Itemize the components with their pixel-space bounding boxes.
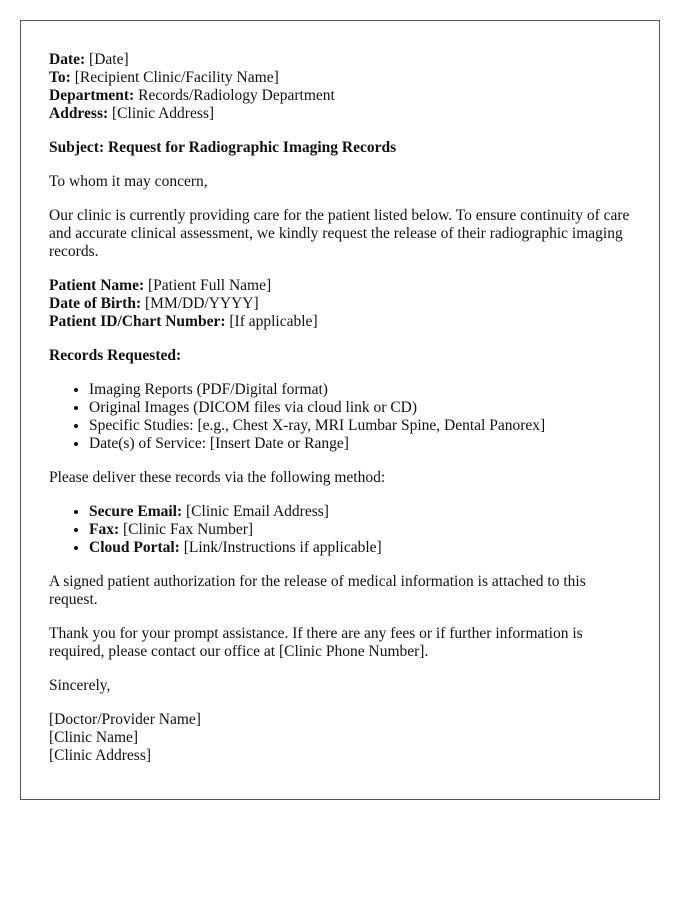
letter-header: [49, 51, 631, 123]
delivery-portal-label: Cloud Portal:: [89, 539, 180, 556]
patient-name-value: [Patient Full Name]: [144, 277, 272, 294]
subject-line: Subject: Request for Radiographic Imaging Records: [49, 139, 397, 156]
delivery-email-label: Secure Email:: [89, 503, 183, 520]
delivery-intro: Please deliver these records via the following method:: [49, 469, 386, 486]
address-line: [49, 105, 631, 123]
to-value: [Recipient Clinic/Facility Name]: [70, 69, 279, 86]
salutation: To whom it may concern,: [49, 173, 208, 190]
thanks-paragraph: Thank you for your prompt assistance. If there are any fees or if further information is required, please contact our office at [Clinic Phone Number].: [49, 625, 583, 660]
patient-name-label: Patient Name:: [49, 277, 145, 294]
signature-block: [49, 711, 631, 765]
provider-name: [Doctor/Provider Name]: [49, 711, 201, 728]
date-label: Date:: [49, 51, 86, 68]
records-heading: Records Requested:: [49, 347, 182, 364]
patient-id-line: [49, 313, 631, 331]
delivery-list: [49, 503, 631, 557]
clinic-address: [Clinic Address]: [49, 747, 152, 764]
dob-label: Date of Birth:: [49, 295, 142, 312]
date-line: [49, 51, 631, 69]
list-item: • Specific Studies: [e.g., Chest X-ray, MRI Lumbar Spine, Dental Panorex]: [89, 417, 631, 435]
records-list: [49, 381, 631, 453]
intro-paragraph: Our clinic is currently providing care for the patient listed below. To ensure continuity of care and accurate clinical assessment, we kindly request the release of their radiographic imaging records.: [49, 207, 630, 260]
list-item: [89, 539, 631, 557]
patient-id-value: [If applicable]: [225, 313, 318, 330]
delivery-fax-value: [Clinic Fax Number]: [119, 521, 254, 538]
delivery-portal-value: [Link/Instructions if applicable]: [179, 539, 382, 556]
address-value: [Clinic Address]: [108, 105, 215, 122]
department-line: [49, 87, 631, 105]
patient-name-line: [49, 277, 631, 295]
list-item: [89, 521, 631, 539]
list-item: • Original Images (DICOM files via cloud link or CD): [89, 399, 631, 417]
closing: Sincerely,: [49, 677, 111, 694]
delivery-email-value: [Clinic Email Address]: [182, 503, 329, 520]
clinic-name: [Clinic Name]: [49, 729, 139, 746]
dob-value: [MM/DD/YYYY]: [141, 295, 259, 312]
delivery-fax-label: Fax:: [89, 521, 120, 538]
to-line: [49, 69, 631, 87]
list-item: • Imaging Reports (PDF/Digital format): [89, 381, 631, 399]
authorization-paragraph: A signed patient authorization for the release of medical information is attached to this request.: [49, 573, 586, 608]
patient-id-label: Patient ID/Chart Number:: [49, 313, 226, 330]
list-item: • Date(s) of Service: [Insert Date or Range]: [89, 435, 631, 453]
department-value: Records/Radiology Department: [134, 87, 335, 104]
address-label: Address:: [49, 105, 109, 122]
dob-line: [49, 295, 631, 313]
department-label: Department:: [49, 87, 135, 104]
list-item: [89, 503, 631, 521]
letter-document: [20, 20, 660, 800]
date-value: [Date]: [85, 51, 129, 68]
to-label: To:: [49, 69, 71, 86]
patient-info: [49, 277, 631, 331]
